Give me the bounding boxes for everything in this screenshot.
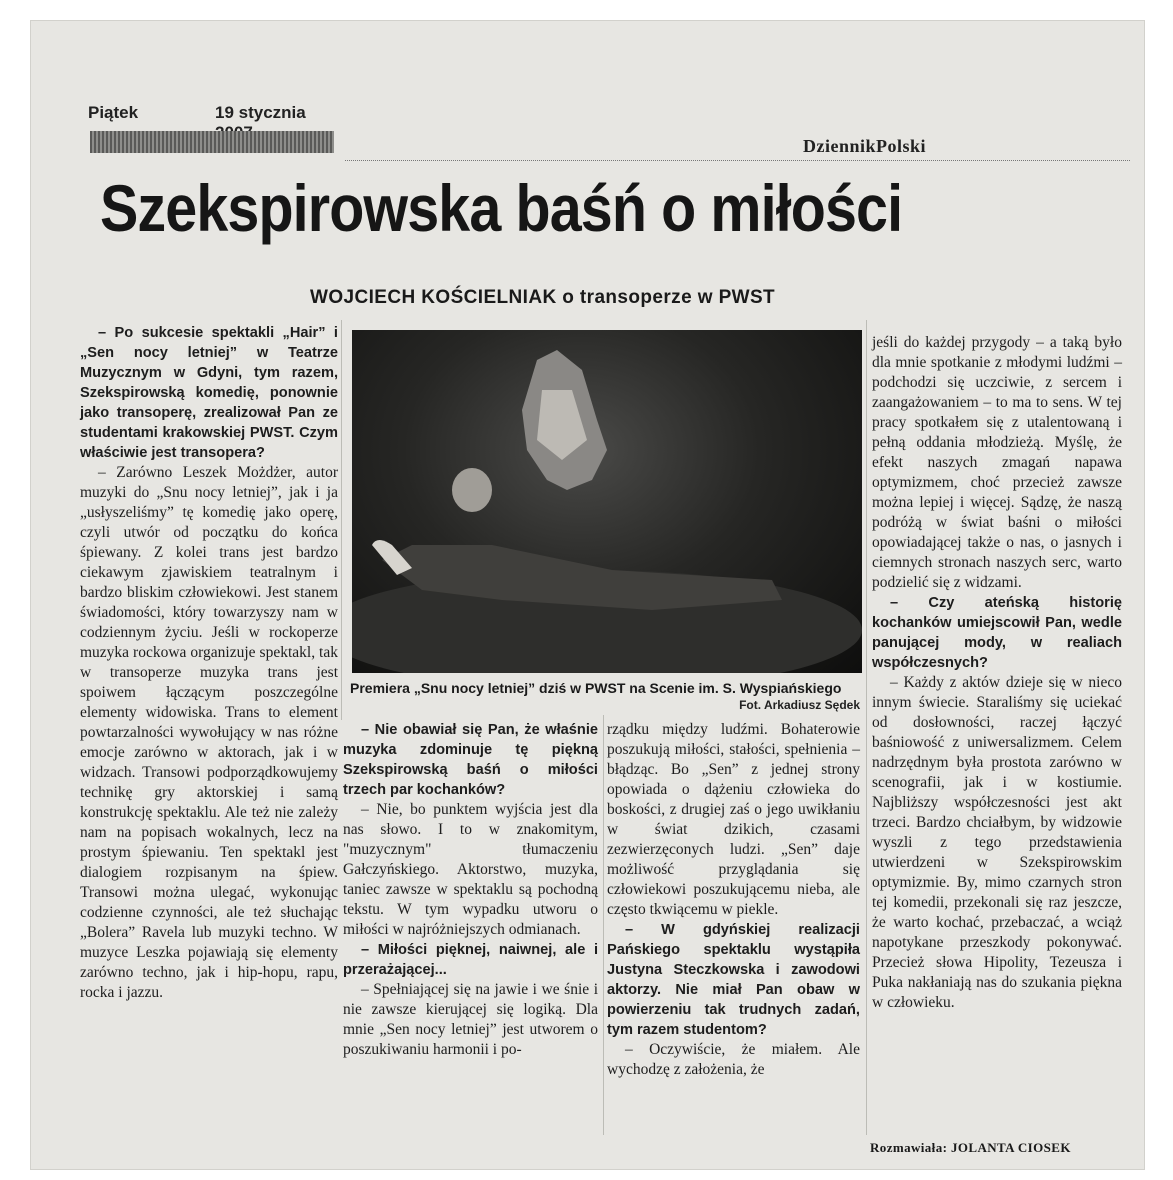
answer: jeśli do każdej przygody – a taką było dla mnie spotkanie z młodymi ludźmi – podchodzi się uczciwie, z sercem i zaangażowaniem – to ma to sens. W tej pracy spotkałem się z utalentowaną i pełną oddania młodzieżą. Myślę, że efekt naszych zmagań napawa optymizmem, choć przecież zawsze można lepiej i więcej. Sądzę, że naszą podróżą w świat baśni o miłości opowiadającej także o nas, o jasnych i ciemnych stronach naszych serc, warto podzielić się z widzami. [872,334,1122,591]
header-bar [90,131,334,153]
column-3 [607,720,860,1080]
headline: Szekspirowska baśń o miłości [100,171,903,245]
question: – Czy ateńską historię kochanków umiejscowił Pan, wedle panującej mody, w realiach współczesnych? [872,595,1122,671]
photo-credit: Fot. Arkadiusz Sędek [739,698,860,712]
subhead: WOJCIECH KOŚCIELNIAK o transoperze w PWST [310,287,776,308]
issue-header [88,103,348,127]
question: – W gdyńskiej realizacji Pańskiego spektaklu wystąpiła Justyna Steczkowska i zawodowi aktorzy. Nie miał Pan obaw w powierzeniu tak trudnych zadań, tym razem studentom? [607,922,860,1038]
question: – Po sukcesie spektakli „Hair” i „Sen nocy letniej” w Teatrze Muzycznym w Gdyni, tym razem, Szekspirowską komedię, ponownie jako transoperę, zrealizował Pan ze studentami krakowskiej PWST. Czym właściwie jest transopera? [80,325,338,461]
photo-illustration [352,330,862,673]
issue-day: Piątek [88,103,139,122]
column-rule [866,320,867,1135]
byline: Rozmawiała: JOLANTA CIOSEK [870,1140,1071,1155]
column-rule [603,715,604,1135]
answer: rządku między ludźmi. Bohaterowie poszukują miłości, stałości, spełnienia – błądząc. Bo „Sen” z jednej strony opowiada o dążeniu człowieka do boskości, z drugiej zaś o jego uwikłaniu w świat dzikich, czasami zezwierzęconych ludzi. „Sen” daje możliwość przyglądania się człowiekowi poszukującemu nieba, ale często tkwiącemu w piekle. [607,721,860,918]
column-1 [80,323,338,1003]
answer: – Każdy z aktów dzieje się w nieco innym świecie. Staraliśmy się uciekać od dosłowności, raczej łączyć baśniowość z uniwersalizmem. Celem nadrzędnym była prostota zarówno w scenografii, jak i w kostiumie. Najbliższy współczesności jest akt trzeci. Bardzo chciałbym, by widzowie wyszli z tego przedstawienia utwierdzeni w Szekspirowskim optymizmie. By, mimo czarnych stron tej komedii, przekonali się raz jeszcze, że warto kochać, przebaczać, a wciąż napotykane przeszkody pokonywać. Przecież słowa Hipolity, Tezeusza i Puka nakłaniają nas do szukania piękna w człowieku. [872,674,1122,1011]
issue-date: 19 stycznia [215,103,306,122]
answer: – Spełniającej się na jawie i we śnie i nie zawsze kierującej się logiką. Dla mnie „Sen nocy letniej” jest utworem o poszukiwaniu harmonii i po- [343,981,598,1058]
photo-caption: Premiera „Snu nocy letniej” dziś w PWST na Scenie im. S. Wyspiańskiego [350,680,842,696]
masthead: DziennikPolski [803,136,927,156]
column-2 [343,720,598,1060]
masthead-rule [345,160,1130,161]
stage-photo [352,330,862,673]
column-4 [872,333,1122,1013]
question: – Miłości pięknej, naiwnej, ale i przerażającej... [343,942,598,978]
question: – Nie obawiał się Pan, że właśnie muzyka zdominuje tę piękną Szekspirowską baśń o miłości trzech par kochanków? [343,722,598,798]
column-rule [341,320,342,720]
answer: – Oczywiście, że miałem. Ale wychodzę z założenia, że [607,1041,860,1078]
answer: – Nie, bo punktem wyjścia jest dla nas słowo. I to w znakomitym, "muzycznym" tłumaczeniu Gałczyńskiego. Aktorstwo, muzyka, taniec zawsze w spektaklu są pochodną tekstu. W tym wypadku utworu o miłości w najróżniejszych odmianach. [343,801,598,938]
answer: – Zarówno Leszek Możdżer, autor muzyki do „Snu nocy letniej”, jak i ja „usłyszeliśmy” tę komedię jako operę, czyli utwór od początku do końca śpiewany. Z kolei trans jest bardzo ciekawym zjawiskiem teatralnym i bardzo bliskim człowiekowi. Jest stanem świadomości, który towarzyszy nam w codziennym życiu. Jeśli w rockoperze muzyka rockowa organizuje spektakl, tak w transoperze muzyka trans jest spoiwem łączącym poszczególne elementy widowiska. Trans to element powtarzalności wywołujący w nas różne emocje zarówno w aktorach, jak i w widzach. Transowi podporządkowujemy technikę gry aktorskiej i samą konstrukcję spektaklu. Ale też nie zależy nam na popisach wokalnych, lecz na prostym śpiewaniu. Ten spektakl jest dialogiem rozpisanym na śpiew. Transowi można ulegać, wykonując codzienne czynności, ale też słuchając „Bolera” Ravela lub muzyki techno. W muzyce Leszka pojawiają się elementy zarówno techno, jak i hip-hopu, rapu, rocka i jazzu. [80,464,338,1001]
